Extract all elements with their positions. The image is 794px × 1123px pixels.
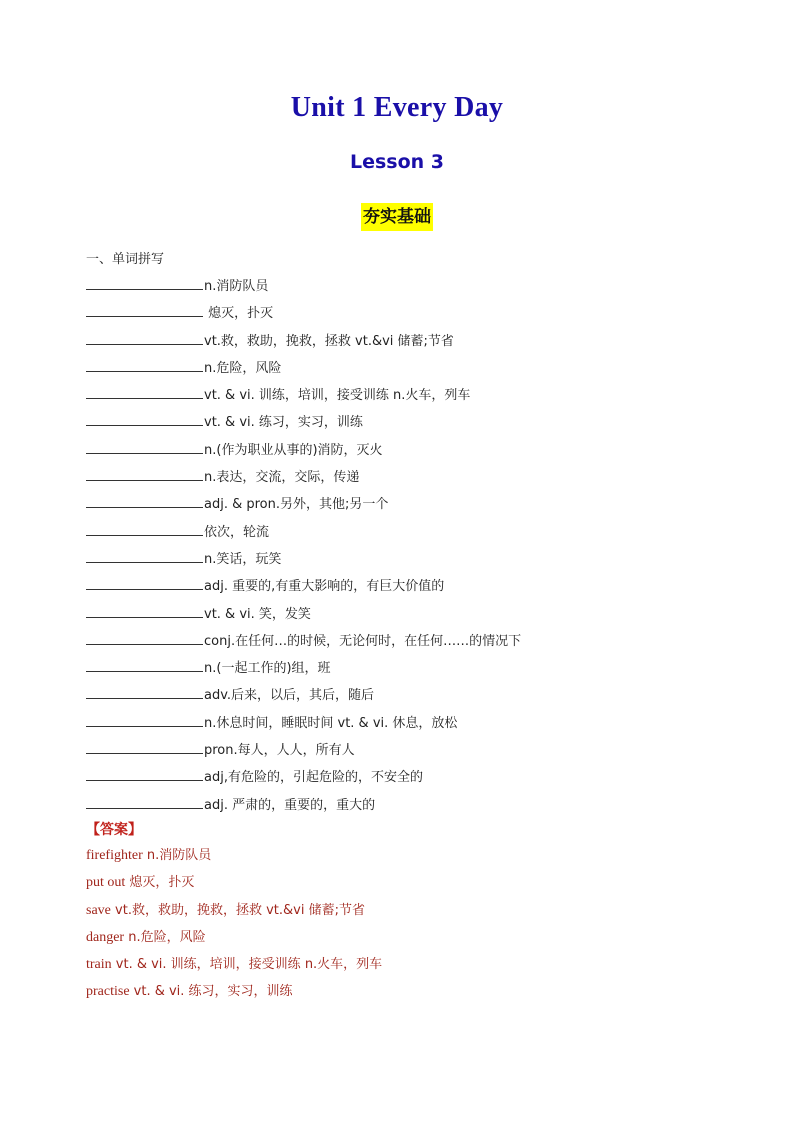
- exercise-item: [86, 275, 706, 302]
- answer-definition: n.危险，风险: [124, 929, 206, 945]
- exercise-definition: adj. & pron.另外，其他;另一个: [204, 497, 389, 513]
- answer-blank[interactable]: [86, 684, 203, 699]
- answer-blank[interactable]: [86, 275, 203, 290]
- exercise-definition: conj.在任何…的时候，无论何时，在任何……的情况下: [204, 633, 522, 649]
- answer-item: [86, 873, 706, 900]
- exercise-definition: vt.救，救助，挽救，拯救 vt.&vi 储蓄;节省: [204, 333, 454, 349]
- answer-definition: 熄灭，扑灭: [125, 875, 195, 891]
- answer-blank[interactable]: [86, 766, 203, 781]
- answer-item: [86, 901, 706, 928]
- answer-item: [86, 955, 706, 982]
- exercise-item: [86, 493, 706, 520]
- answer-blank[interactable]: [86, 575, 203, 590]
- page-title: Unit 1 Every Day: [290, 92, 504, 123]
- exercise-item: [86, 684, 706, 711]
- exercise-definition: vt. & vi. 训练，培训，接受训练 n.火车，列车: [204, 388, 471, 404]
- exercise-item: [86, 357, 706, 384]
- answer-blank[interactable]: [86, 630, 203, 645]
- exercise-definition: n.危险，风险: [204, 360, 282, 376]
- exercise-item: [86, 766, 706, 793]
- exercise-item: [86, 794, 706, 821]
- exercise-definition: adj,有危险的，引起危险的，不安全的: [204, 770, 423, 786]
- exercise-definition: n.消防队员: [204, 279, 269, 294]
- answer-definition: vt.救，救助，挽救，拯救 vt.&vi 储蓄;节省: [110, 902, 365, 918]
- answer-blank[interactable]: [86, 712, 203, 727]
- exercise-definition: adv.后来，以后，其后，随后: [204, 688, 375, 704]
- answer-label: 【答案】: [86, 822, 142, 838]
- exercise-item: [86, 657, 706, 684]
- exercise-definition: n.(一起工作的)组，班: [204, 661, 331, 677]
- exercise-item: [86, 712, 706, 739]
- exercise-definition: n.表达，交流，交际，传递: [204, 470, 360, 486]
- answer-word: firefighter: [86, 848, 143, 863]
- answer-word: put out: [86, 875, 126, 891]
- exercise-item: [86, 439, 706, 466]
- exercise-definition: vt. & vi. 笑，发笑: [204, 606, 311, 622]
- exercise-definition: adj. 严肃的，重要的，重大的: [204, 797, 376, 813]
- exercise-item: [86, 548, 706, 575]
- exercise-item: [86, 384, 706, 411]
- exercise-definition: 熄灭，扑灭: [204, 306, 274, 322]
- answer-definition: vt. & vi. 训练，培训，接受训练 n.火车，列车: [111, 957, 383, 973]
- answer-definition: n.消防队员: [142, 848, 212, 863]
- section-heading-container: [0, 203, 794, 231]
- answer-blank[interactable]: [86, 411, 203, 426]
- answer-blank[interactable]: [86, 330, 203, 345]
- exercise-item: [86, 330, 706, 357]
- answer-blank[interactable]: [86, 794, 203, 809]
- answer-blank[interactable]: [86, 739, 203, 754]
- answer-item: [86, 846, 706, 873]
- answer-item: [86, 982, 706, 1009]
- exercise-list: [86, 275, 706, 821]
- answer-word: practise: [86, 984, 130, 1000]
- answer-word: save: [86, 902, 111, 918]
- exercise-definition: 依次，轮流: [204, 524, 270, 540]
- answer-blank[interactable]: [86, 439, 203, 454]
- section-heading: 夯实基础: [361, 203, 433, 231]
- answer-blank[interactable]: [86, 493, 203, 508]
- exercise-item: [86, 302, 706, 329]
- exercise-item: [86, 521, 706, 548]
- answer-blank[interactable]: [86, 603, 203, 618]
- answer-item: [86, 928, 706, 955]
- exercise-definition: n.休息时间，睡眠时间 vt. & vi. 休息，放松: [204, 715, 458, 731]
- exercise-item: [86, 630, 706, 657]
- answer-blank[interactable]: [86, 384, 203, 399]
- exercise-item: [86, 466, 706, 493]
- exercise-item: [86, 603, 706, 630]
- answer-blank[interactable]: [86, 548, 203, 563]
- exercise-definition: pron.每人，人人，所有人: [204, 743, 355, 759]
- exercise-item: [86, 739, 706, 766]
- exercise-definition: n.笑话，玩笑: [204, 551, 282, 567]
- exercise-item: [86, 575, 706, 602]
- answer-word: danger: [86, 929, 125, 945]
- answer-definition: vt. & vi. 练习，实习，训练: [129, 984, 293, 1000]
- answer-blank[interactable]: [86, 657, 203, 672]
- exercise-definition: n.(作为职业从事的)消防，灭火: [204, 442, 383, 458]
- exercise-label: 一、单词拼写: [86, 252, 165, 267]
- answer-blank[interactable]: [86, 302, 203, 317]
- lesson-subtitle: Lesson 3: [349, 151, 445, 173]
- answer-blank[interactable]: [86, 357, 203, 372]
- answer-list: [86, 846, 706, 1010]
- exercise-definition: adj. 重要的,有重大影响的，有巨大价值的: [204, 579, 445, 595]
- answer-word: train: [86, 957, 112, 973]
- exercise-definition: vt. & vi. 练习，实习，训练: [204, 415, 363, 431]
- answer-blank[interactable]: [86, 521, 203, 536]
- answer-blank[interactable]: [86, 466, 203, 481]
- exercise-item: [86, 411, 706, 438]
